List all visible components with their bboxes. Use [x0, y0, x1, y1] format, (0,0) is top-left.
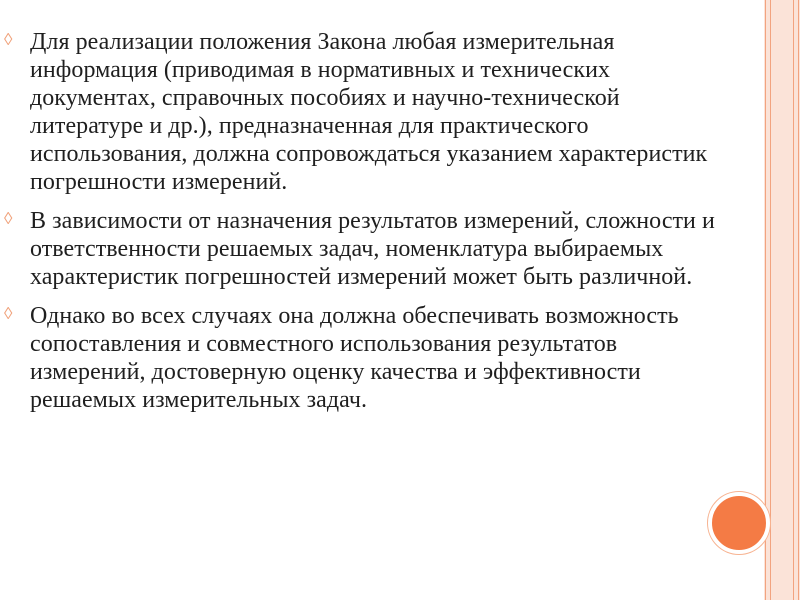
- bullet-item: [0, 28, 720, 196]
- bullet-text: Для реализации положения Закона любая измерительная информация (приводимая в нормативных и технических документах, справочных пособиях и научно-технической литературе и др.), предназначенная для практического использования, должна сопровождаться указанием характеристик погрешности измерений.: [30, 29, 708, 195]
- bullet-icon: ◊: [4, 304, 13, 323]
- decorative-orange-circle: [708, 492, 770, 554]
- bullet-item: [0, 302, 720, 414]
- bullet-item: [0, 207, 720, 291]
- decorative-side-line: [798, 0, 799, 600]
- bullet-text: В зависимости от назначения результатов измерений, сложности и ответственности решаемых задач, номенклатура выбираемых характеристик погрешностей измерений может быть различной.: [30, 208, 715, 290]
- bullet-icon: ◊: [4, 209, 13, 228]
- decorative-side-line: [793, 0, 794, 600]
- decorative-side-line: [770, 0, 771, 600]
- slide-content: [0, 28, 720, 425]
- bullet-text: Однако во всех случаях она должна обеспечивать возможность сопоставления и совместного использования результатов измерений, достоверную оценку качества и эффективности решаемых измерительных задач.: [30, 303, 679, 413]
- bullet-icon: ◊: [4, 30, 13, 49]
